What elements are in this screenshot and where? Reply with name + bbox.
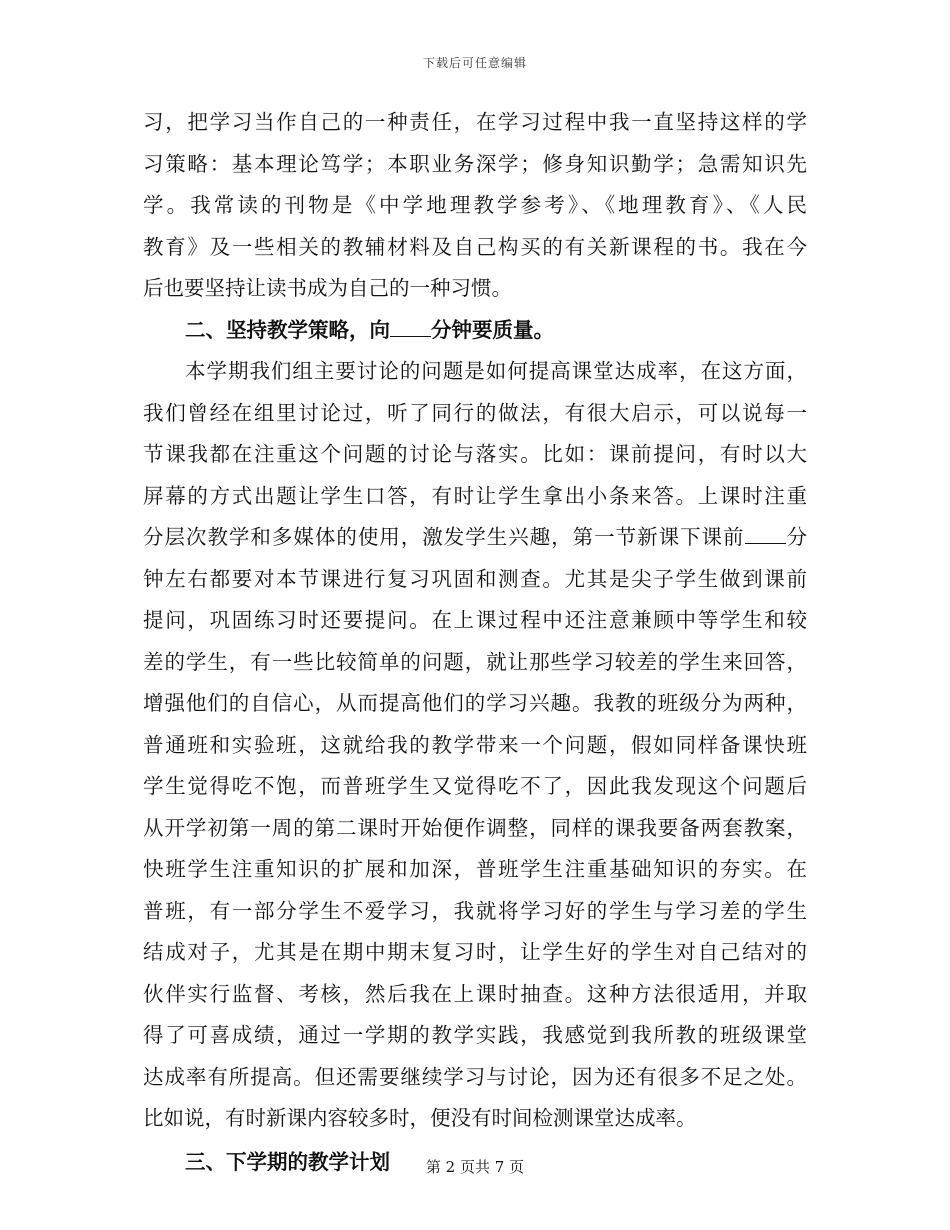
heading-text: 二、坚持教学策略，向 <box>185 317 390 342</box>
text-line: 习，把学习当作自己的一种责任，在学习过程中我一直坚持这样的学 <box>143 110 807 134</box>
text-line: 达成率有所提高。但还需要继续学习与讨论，因为还有很多不足之处。 <box>143 1064 807 1089</box>
text-line: 节课我都在注重这个问题的讨论与落实。比如：课前提问，有时以大 <box>143 442 807 466</box>
fill-in-blank <box>745 525 786 544</box>
text-line: 增强他们的自信心，从而提高他们的学习兴趣。我教的班级分为两种， <box>143 691 807 715</box>
text-segment: 分层次教学和多媒体的使用，激发学生兴趣，第一节新课下课前 <box>143 525 745 549</box>
paragraph-reading-habits <box>143 102 807 310</box>
text-line: 结成对子，尤其是在期中期末复习时，让学生好的学生对自己结对的 <box>143 940 807 964</box>
text-line: 习策略：基本理论笃学；本职业务深学；修身知识勤学；急需知识先 <box>143 151 807 176</box>
text-line: 学生觉得吃不饱，而普班学生又觉得吃不了，因此我发现这个问题后 <box>143 774 807 798</box>
text-line: 钟左右都要对本节课进行复习巩固和测查。尤其是尖子学生做到课前 <box>143 566 807 591</box>
text-line: 差的学生，有一些比较简单的问题，就让那些学习较差的学生来回答， <box>143 649 807 674</box>
page-number: 第 2 页共 7 页 <box>425 1158 525 1176</box>
text-line: 提问，巩固练习时还要提问。在上课过程中还注意兼顾中等学生和较 <box>143 608 807 632</box>
text-line: 后也要坚持让读书成为自己的一种习惯。 <box>143 276 512 300</box>
paragraph-classroom-rate <box>143 351 807 1140</box>
text-line: 教育》及一些相关的教辅材料及自己构买的有关新课程的书。我在今 <box>143 234 807 259</box>
text-line: 快班学生注重知识的扩展和加深，普班学生注重基础知识的夯实。在 <box>143 857 807 881</box>
page-header-note: 下载后可任意编辑 <box>422 56 527 70</box>
document-body <box>143 102 807 1183</box>
fill-in-blank <box>390 318 431 337</box>
text-line: 普班，有一部分学生不爱学习，我就将学习好的学生与学习差的学生 <box>143 898 807 923</box>
text-line: 学。我常读的刊物是《中学地理教学参考》、《地理教育》、《人民 <box>143 193 807 217</box>
text-line: 我们曾经在组里讨论过，听了同行的做法，有很大启示，可以说每一 <box>143 400 807 425</box>
text-segment: 分 <box>785 525 807 549</box>
section-heading-teaching-strategy <box>143 310 807 352</box>
text-line: 伙伴实行监督、考核，然后我在上课时抽查。这种方法很适用，并取 <box>143 981 807 1006</box>
text-line: 从开学初第一周的第二课时开始便作调整，同样的课我要备两套教案， <box>143 815 807 840</box>
text-line: 得了可喜成绩，通过一学期的教学实践，我感觉到我所教的班级课堂 <box>143 1023 807 1047</box>
text-line: 比如说，有时新课内容较多时，便没有时间检测课堂达成率。 <box>143 1106 697 1130</box>
text-line: 普通班和实验班，这就给我的教学带来一个问题，假如同样备课快班 <box>143 732 807 757</box>
heading-text: 分钟要质量。 <box>431 317 554 342</box>
text-line: 屏幕的方式出题让学生口答，有时让学生拿出小条来答。上课时注重 <box>143 483 807 508</box>
text-line: 本学期我们组主要讨论的问题是如何提高课堂达成率，在这方面， <box>185 359 807 383</box>
text-line-with-blank <box>143 517 807 559</box>
section-heading-next-term-plan: 三、下学期的教学计划 <box>185 1149 390 1174</box>
